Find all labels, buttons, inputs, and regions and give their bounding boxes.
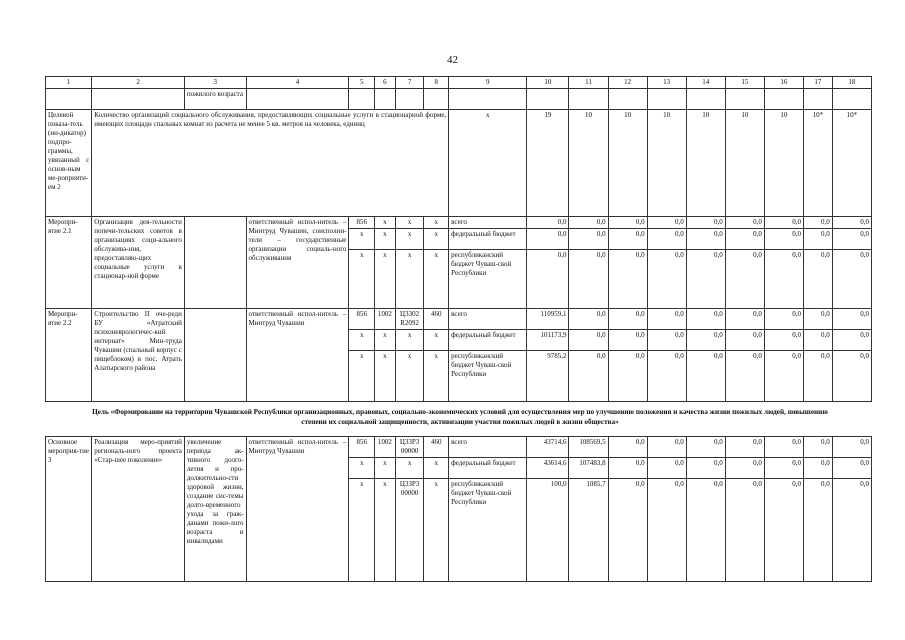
amount-cell: 0,0 bbox=[803, 229, 832, 250]
page-number: 42 bbox=[447, 54, 458, 66]
funding-source: федеральный бюджет bbox=[449, 458, 527, 479]
table-cell bbox=[184, 309, 246, 402]
amount-cell: 0,0 bbox=[803, 309, 832, 330]
amount-cell: 0,0 bbox=[725, 458, 764, 479]
indicator-value: 10 bbox=[686, 110, 725, 217]
amount-cell: 108569,5 bbox=[569, 437, 608, 458]
indicator-x: x bbox=[449, 110, 527, 217]
code-cell: x bbox=[424, 479, 449, 582]
code-cell: x bbox=[424, 351, 449, 402]
table-cell bbox=[608, 89, 647, 110]
amount-cell: 0,0 bbox=[647, 351, 686, 402]
code-cell: Ц33Р3 00000 bbox=[395, 479, 424, 582]
table-cell bbox=[246, 89, 349, 110]
table-row bbox=[46, 217, 872, 229]
header-cell: 14 bbox=[686, 77, 725, 89]
table-cell bbox=[449, 89, 527, 110]
header-cell: 8 bbox=[424, 77, 449, 89]
table-row bbox=[46, 309, 872, 330]
code-cell: x bbox=[395, 458, 424, 479]
indicator-row bbox=[46, 110, 872, 217]
amount-cell: 0,0 bbox=[832, 479, 871, 582]
event-executor: ответственный испол-нитель – Минтруд Чувашии, соисполни-тели – государственные организации социаль-ного обслуживания bbox=[246, 217, 349, 309]
header-cell: 6 bbox=[375, 77, 396, 89]
header-cell: 3 bbox=[184, 77, 246, 89]
amount-cell: 0,0 bbox=[647, 330, 686, 351]
amount-cell: 0,0 bbox=[647, 217, 686, 229]
amount-cell: 0,0 bbox=[764, 330, 803, 351]
code-cell: x bbox=[375, 229, 396, 250]
amount-cell: 0,0 bbox=[832, 351, 871, 402]
amount-cell: 101173,9 bbox=[527, 330, 569, 351]
code-cell: x bbox=[375, 250, 396, 309]
amount-cell: 0,0 bbox=[608, 437, 647, 458]
code-cell: 1002 bbox=[375, 437, 396, 458]
event-name: Организация дея-тельности попечи-тельских советов в организациях соци-ального обслужива-ния, предоставляю-щих социальные услуги в стационар-ной форме bbox=[92, 217, 185, 309]
event-name: Реализация меро-приятий региональ-ного проекта «Стар-шее поколение» bbox=[92, 437, 185, 582]
amount-cell: 0,0 bbox=[686, 479, 725, 582]
amount-cell: 9785,2 bbox=[527, 351, 569, 402]
header-cell: 12 bbox=[608, 77, 647, 89]
goal-heading: Цель «Формирование на территории Чувашской Республики организационных, правовых, социально-экономических условий для осуществления мер по улучшению положения и качества жизни пожилых людей, повышению степени их социальной защищенности, активизации участия пожилых людей в жизни общества» bbox=[92, 408, 828, 426]
amount-cell: 0,0 bbox=[764, 229, 803, 250]
amount-cell: 0,0 bbox=[725, 250, 764, 309]
table-cell bbox=[92, 89, 185, 110]
amount-cell: 0,0 bbox=[686, 309, 725, 330]
header-cell: 7 bbox=[395, 77, 424, 89]
amount-cell: 0,0 bbox=[647, 250, 686, 309]
table-cell bbox=[832, 89, 871, 110]
amount-cell: 0,0 bbox=[608, 229, 647, 250]
table-cell bbox=[527, 89, 569, 110]
amount-cell: 0,0 bbox=[527, 229, 569, 250]
amount-cell: 0,0 bbox=[832, 437, 871, 458]
continuation-text: пожилого возраста bbox=[184, 89, 246, 110]
amount-cell: 0,0 bbox=[764, 309, 803, 330]
amount-cell: 0,0 bbox=[832, 330, 871, 351]
header-cell: 11 bbox=[569, 77, 608, 89]
amount-cell: 100,0 bbox=[527, 479, 569, 582]
amount-cell: 0,0 bbox=[764, 250, 803, 309]
amount-cell: 0,0 bbox=[725, 309, 764, 330]
event-label: Меропри-ятие 2.1 bbox=[46, 217, 92, 309]
program-table bbox=[45, 76, 872, 402]
amount-cell: 0,0 bbox=[686, 229, 725, 250]
indicator-value: 10 bbox=[764, 110, 803, 217]
indicator-value: 19 bbox=[527, 110, 569, 217]
table-cell bbox=[395, 89, 424, 110]
code-cell: x bbox=[424, 217, 449, 229]
table-cell bbox=[349, 89, 375, 110]
amount-cell: 0,0 bbox=[764, 217, 803, 229]
code-cell: 460 bbox=[424, 437, 449, 458]
code-cell: 1002 bbox=[375, 309, 396, 330]
header-cell: 10 bbox=[527, 77, 569, 89]
code-cell: x bbox=[375, 458, 396, 479]
table-cell bbox=[569, 89, 608, 110]
code-cell: x bbox=[349, 330, 375, 351]
indicator-value: 10 bbox=[647, 110, 686, 217]
amount-cell: 0,0 bbox=[803, 479, 832, 582]
funding-source: всего bbox=[449, 309, 527, 330]
code-cell: x bbox=[424, 229, 449, 250]
funding-source: республиканский бюджет Чуваш-ской Республики bbox=[449, 479, 527, 582]
code-cell: x bbox=[349, 250, 375, 309]
funding-source: федеральный бюджет bbox=[449, 229, 527, 250]
code-cell: x bbox=[395, 330, 424, 351]
amount-cell: 43714,6 bbox=[527, 437, 569, 458]
amount-cell: 0,0 bbox=[647, 229, 686, 250]
amount-cell: 0,0 bbox=[725, 437, 764, 458]
header-cell: 2 bbox=[92, 77, 185, 89]
amount-cell: 0,0 bbox=[647, 309, 686, 330]
code-cell: x bbox=[395, 250, 424, 309]
indicator-value: 10 bbox=[608, 110, 647, 217]
event-label: Основное мероприя-тие 3 bbox=[46, 437, 92, 582]
header-cell: 18 bbox=[832, 77, 871, 89]
header-cell: 9 bbox=[449, 77, 527, 89]
amount-cell: 0,0 bbox=[686, 437, 725, 458]
table-cell bbox=[803, 89, 832, 110]
amount-cell: 0,0 bbox=[527, 250, 569, 309]
amount-cell: 0,0 bbox=[803, 330, 832, 351]
amount-cell: 0,0 bbox=[803, 217, 832, 229]
amount-cell: 0,0 bbox=[569, 229, 608, 250]
amount-cell: 0,0 bbox=[764, 458, 803, 479]
header-cell: 13 bbox=[647, 77, 686, 89]
indicator-label: Целевой показа-тель (ин-дикатор) подпро-граммы, увязанный с основ-ным ме-роприяти-ем 2 bbox=[46, 110, 92, 217]
amount-cell: 0,0 bbox=[832, 458, 871, 479]
event-result: увеличение периода ак-тивного долго-летия и про-должительно-сти здоровой жизни, создание сис-темы долго-временного ухода за граж-данами пожи-лого возраста и инвалидами bbox=[184, 437, 246, 582]
table-cell bbox=[725, 89, 764, 110]
amount-cell: 1085,7 bbox=[569, 479, 608, 582]
table-cell bbox=[424, 89, 449, 110]
amount-cell: 0,0 bbox=[725, 229, 764, 250]
amount-cell: 0,0 bbox=[725, 351, 764, 402]
funding-source: республиканский бюджет Чуваш-ской Республики bbox=[449, 351, 527, 402]
code-cell: 856 bbox=[349, 217, 375, 229]
amount-cell: 0,0 bbox=[686, 217, 725, 229]
code-cell: x bbox=[424, 250, 449, 309]
funding-source: федеральный бюджет bbox=[449, 330, 527, 351]
continuation-row bbox=[46, 89, 872, 110]
amount-cell: 0,0 bbox=[647, 437, 686, 458]
code-cell: x bbox=[375, 217, 396, 229]
header-cell: 1 bbox=[46, 77, 92, 89]
indicator-text: Количество организаций социального обслуживания, предоставляющих социальные услуги в стационарной форме, имеющих площади спальных комнат из расчета не менее 5 кв. метров на человека, единиц bbox=[92, 110, 449, 217]
amount-cell: 0,0 bbox=[569, 351, 608, 402]
event-name: Строительство II оче-реди БУ «Атратский психоневрологичес-кий интернат» Мин-труда Чувашии (спальный корпус с пищеблоком) в пос. Атрать Алатырского района bbox=[92, 309, 185, 402]
table-cell bbox=[647, 89, 686, 110]
amount-cell: 0,0 bbox=[803, 250, 832, 309]
code-cell: x bbox=[349, 229, 375, 250]
indicator-value: 10* bbox=[832, 110, 871, 217]
code-cell: x bbox=[375, 351, 396, 402]
amount-cell: 110959,1 bbox=[527, 309, 569, 330]
amount-cell: 0,0 bbox=[832, 229, 871, 250]
code-cell: x bbox=[349, 351, 375, 402]
amount-cell: 0,0 bbox=[686, 458, 725, 479]
amount-cell: 0,0 bbox=[764, 351, 803, 402]
amount-cell: 43614,6 bbox=[527, 458, 569, 479]
header-cell: 17 bbox=[803, 77, 832, 89]
funding-source: всего bbox=[449, 217, 527, 229]
amount-cell: 0,0 bbox=[569, 217, 608, 229]
amount-cell: 0,0 bbox=[608, 351, 647, 402]
event-label: Меропри-ятие 2.2 bbox=[46, 309, 92, 402]
code-cell: Ц3302 R2092 bbox=[395, 309, 424, 330]
amount-cell: 0,0 bbox=[608, 330, 647, 351]
amount-cell: 0,0 bbox=[608, 217, 647, 229]
code-cell: x bbox=[395, 229, 424, 250]
amount-cell: 0,0 bbox=[803, 351, 832, 402]
header-cell: 15 bbox=[725, 77, 764, 89]
amount-cell: 0,0 bbox=[647, 458, 686, 479]
amount-cell: 0,0 bbox=[803, 458, 832, 479]
amount-cell: 0,0 bbox=[608, 309, 647, 330]
amount-cell: 0,0 bbox=[686, 250, 725, 309]
code-cell: 460 bbox=[424, 309, 449, 330]
amount-cell: 0,0 bbox=[832, 309, 871, 330]
amount-cell: 0,0 bbox=[803, 437, 832, 458]
amount-cell: 0,0 bbox=[647, 479, 686, 582]
table-cell bbox=[375, 89, 396, 110]
header-row bbox=[46, 77, 872, 89]
code-cell: x bbox=[424, 458, 449, 479]
amount-cell: 0,0 bbox=[608, 458, 647, 479]
header-cell: 16 bbox=[764, 77, 803, 89]
table-cell bbox=[46, 89, 92, 110]
amount-cell: 0,0 bbox=[725, 217, 764, 229]
table-cell bbox=[184, 217, 246, 309]
amount-cell: 0,0 bbox=[686, 351, 725, 402]
code-cell: x bbox=[375, 330, 396, 351]
funding-source: всего bbox=[449, 437, 527, 458]
amount-cell: 0,0 bbox=[608, 479, 647, 582]
amount-cell: 0,0 bbox=[725, 479, 764, 582]
amount-cell: 0,0 bbox=[527, 217, 569, 229]
event-executor: ответственный испол-нитель – Минтруд Чувашии bbox=[246, 309, 349, 402]
amount-cell: 0,0 bbox=[569, 330, 608, 351]
code-cell: x bbox=[375, 479, 396, 582]
table-cell bbox=[764, 89, 803, 110]
amount-cell: 0,0 bbox=[764, 479, 803, 582]
code-cell: x bbox=[424, 330, 449, 351]
table-row bbox=[46, 437, 872, 458]
table-cell bbox=[686, 89, 725, 110]
code-cell: x bbox=[349, 479, 375, 582]
indicator-value: 10 bbox=[725, 110, 764, 217]
event-executor: ответственный испол-нитель – Минтруд Чувашии bbox=[246, 437, 349, 582]
amount-cell: 0,0 bbox=[832, 217, 871, 229]
amount-cell: 107483,8 bbox=[569, 458, 608, 479]
indicator-value: 10* bbox=[803, 110, 832, 217]
amount-cell: 0,0 bbox=[832, 250, 871, 309]
code-cell: Ц33Р3 00000 bbox=[395, 437, 424, 458]
header-cell: 5 bbox=[349, 77, 375, 89]
header-cell: 4 bbox=[246, 77, 349, 89]
amount-cell: 0,0 bbox=[569, 309, 608, 330]
amount-cell: 0,0 bbox=[725, 330, 764, 351]
indicator-value: 10 bbox=[569, 110, 608, 217]
main-event-3-table bbox=[45, 436, 872, 582]
amount-cell: 0,0 bbox=[686, 330, 725, 351]
amount-cell: 0,0 bbox=[569, 250, 608, 309]
funding-source: республиканский бюджет Чуваш-ской Республики bbox=[449, 250, 527, 309]
code-cell: x bbox=[395, 351, 424, 402]
code-cell: 856 bbox=[349, 309, 375, 330]
amount-cell: 0,0 bbox=[764, 437, 803, 458]
code-cell: x bbox=[349, 458, 375, 479]
code-cell: x bbox=[395, 217, 424, 229]
code-cell: 856 bbox=[349, 437, 375, 458]
amount-cell: 0,0 bbox=[608, 250, 647, 309]
